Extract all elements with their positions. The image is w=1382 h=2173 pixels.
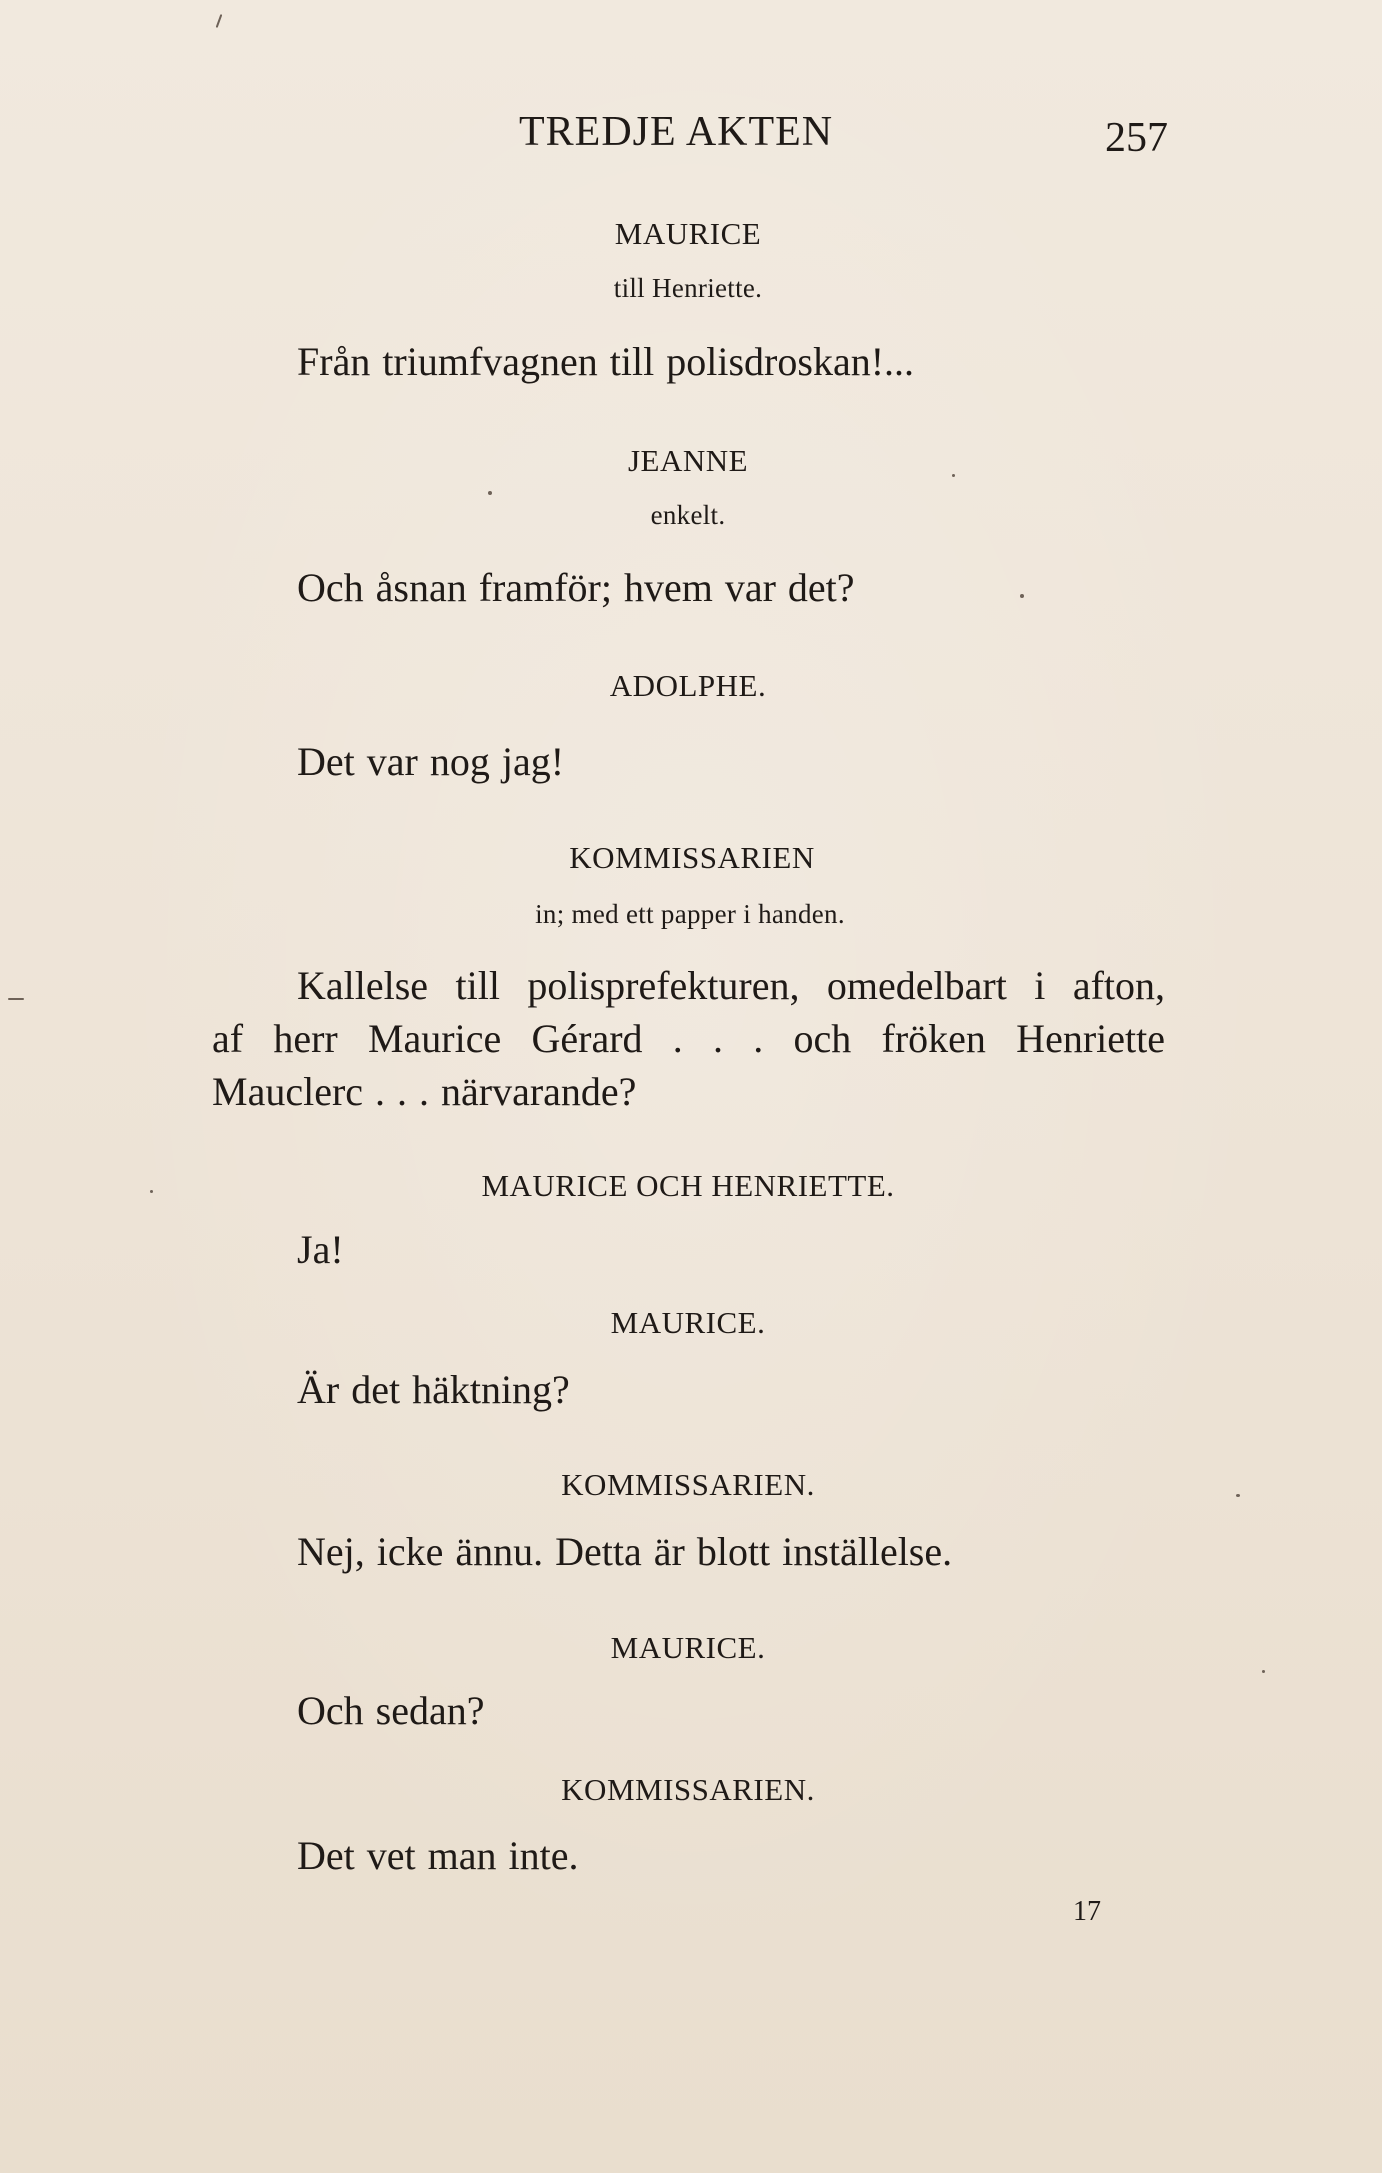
dialogue-line: Är det häktning? bbox=[297, 1367, 570, 1412]
stage-direction: till Henriette. bbox=[613, 273, 763, 303]
paper-speck bbox=[216, 14, 223, 28]
speaker-name: MAURICE. bbox=[610, 1305, 766, 1340]
running-head: TREDJE AKTEN bbox=[519, 109, 834, 155]
dialogue-line: Det var nog jag! bbox=[297, 739, 565, 784]
speaker-name: KOMMISSARIEN bbox=[569, 840, 815, 875]
paper-speck bbox=[8, 998, 24, 1000]
paper-speck bbox=[488, 491, 492, 495]
speaker-name: JEANNE bbox=[627, 443, 749, 478]
dialogue-line: Och åsnan framför; hvem var det? bbox=[297, 565, 855, 610]
dialogue-line: Ja! bbox=[297, 1227, 344, 1272]
speaker-name: MAURICE OCH HENRIETTE. bbox=[481, 1168, 895, 1203]
paper-speck bbox=[1262, 1670, 1265, 1673]
speaker-name: KOMMISSARIEN. bbox=[561, 1772, 815, 1807]
dialogue-line: Mauclerc . . . närvarande? bbox=[212, 1069, 637, 1114]
page-number: 257 bbox=[1105, 115, 1168, 161]
paper-speck bbox=[1020, 594, 1024, 598]
stage-direction: enkelt. bbox=[650, 500, 726, 530]
stage-direction: in; med ett papper i handen. bbox=[535, 899, 845, 929]
dialogue-line: Det vet man inte. bbox=[297, 1833, 579, 1878]
signature-mark: 17 bbox=[1073, 1896, 1101, 1927]
dialogue-line: Från triumfvagnen till polisdroskan!... bbox=[297, 339, 915, 384]
speaker-name: KOMMISSARIEN. bbox=[561, 1467, 815, 1502]
speaker-name: ADOLPHE. bbox=[609, 668, 767, 703]
dialogue-line: Nej, icke ännu. Detta är blott inställelse. bbox=[297, 1529, 953, 1574]
speaker-name: MAURICE. bbox=[610, 1630, 766, 1665]
dialogue-line: Och sedan? bbox=[297, 1688, 485, 1733]
dialogue-line: Kallelse till polisprefekturen, omedelbart i afton, bbox=[297, 963, 1165, 1008]
paper-speck bbox=[1236, 1494, 1240, 1497]
paper-speck bbox=[952, 474, 955, 477]
speaker-name: MAURICE bbox=[614, 216, 762, 251]
dialogue-line: af herr Maurice Gérard . . . och fröken Henriette bbox=[212, 1016, 1165, 1061]
paper-speck bbox=[150, 1190, 153, 1193]
